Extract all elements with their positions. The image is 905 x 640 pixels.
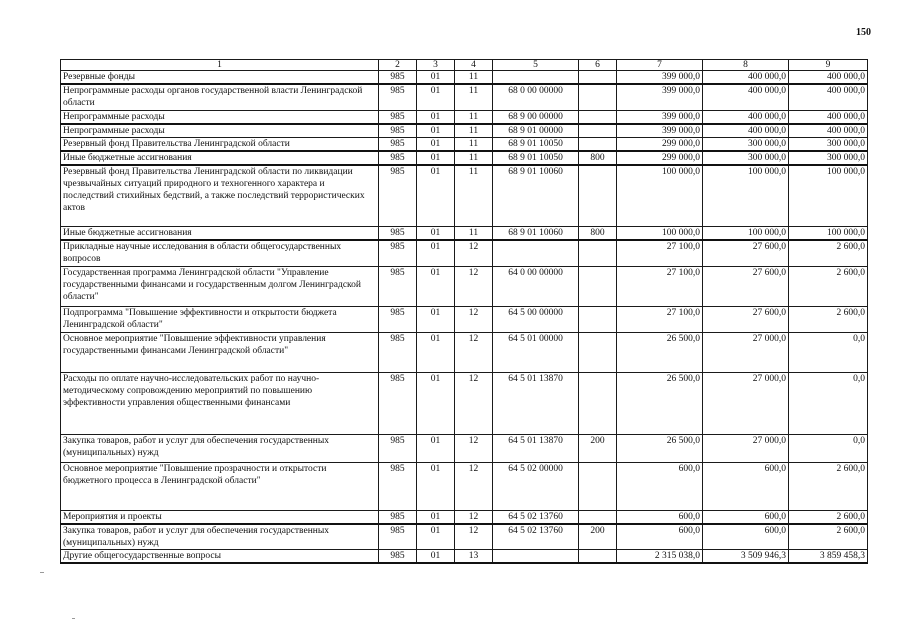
target-article-cell [493,240,579,266]
table-row [61,71,868,85]
target-article-cell: 64 5 02 00000 [493,462,579,510]
amount-year3-cell: 2 600,0 [789,462,868,510]
amount-year2-cell: 600,0 [703,462,789,510]
subsection-code-cell: 11 [455,151,493,165]
amount-year1-cell: 399 000,0 [617,84,703,110]
glava-code-cell: 985 [379,372,417,434]
amount-year2-cell: 400 000,0 [703,71,789,85]
header-cell: 9 [789,60,868,71]
glava-code-cell: 985 [379,524,417,550]
amount-year2-cell: 100 000,0 [703,227,789,241]
target-article-cell [493,550,579,564]
target-article-cell: 64 5 00 00000 [493,306,579,332]
header-cell: 3 [417,60,455,71]
glava-code-cell: 985 [379,110,417,124]
row-name-cell: Закупка товаров, работ и услуг для обеспечения государственных (муниципальных) нужд [61,524,379,550]
row-name-cell: Непрограммные расходы [61,110,379,124]
amount-year3-cell: 0,0 [789,332,868,372]
amount-year3-cell: 2 600,0 [789,240,868,266]
section-code-cell: 01 [417,266,455,306]
expense-type-cell [579,110,617,124]
amount-year1-cell: 27 100,0 [617,266,703,306]
table-row [61,227,868,241]
glava-code-cell: 985 [379,434,417,462]
amount-year3-cell: 400 000,0 [789,110,868,124]
subsection-code-cell: 12 [455,372,493,434]
table-row [61,550,868,564]
section-code-cell: 01 [417,71,455,85]
expense-type-cell [579,165,617,227]
expense-type-cell: 200 [579,434,617,462]
subsection-code-cell: 12 [455,462,493,510]
expense-type-cell [579,71,617,85]
target-article-cell: 68 9 01 00000 [493,124,579,138]
expense-type-cell [579,306,617,332]
section-code-cell: 01 [417,84,455,110]
expense-type-cell [579,332,617,372]
expense-type-cell [579,372,617,434]
subsection-code-cell: 12 [455,332,493,372]
amount-year2-cell: 27 600,0 [703,306,789,332]
amount-year3-cell: 0,0 [789,372,868,434]
amount-year2-cell: 27 600,0 [703,240,789,266]
target-article-cell: 64 5 01 13870 [493,372,579,434]
target-article-cell: 68 0 00 00000 [493,84,579,110]
amount-year1-cell: 2 315 038,0 [617,550,703,564]
subsection-code-cell: 11 [455,71,493,85]
table-row [61,510,868,524]
row-name-cell: Непрограммные расходы [61,124,379,138]
glava-code-cell: 985 [379,266,417,306]
expense-type-cell [579,124,617,138]
section-code-cell: 01 [417,524,455,550]
section-code-cell: 01 [417,462,455,510]
glava-code-cell: 985 [379,151,417,165]
header-cell: 8 [703,60,789,71]
amount-year3-cell: 400 000,0 [789,124,868,138]
glava-code-cell: 985 [379,71,417,85]
header-cell: 7 [617,60,703,71]
table-row [61,124,868,138]
subsection-code-cell: 12 [455,306,493,332]
glava-code-cell: 985 [379,462,417,510]
amount-year1-cell: 399 000,0 [617,71,703,85]
header-cell: 6 [579,60,617,71]
row-name-cell: Непрограммные расходы органов государственной власти Ленинградской области [61,84,379,110]
row-name-cell: Прикладные научные исследования в области общегосударственных вопросов [61,240,379,266]
amount-year3-cell: 400 000,0 [789,71,868,85]
amount-year1-cell: 299 000,0 [617,151,703,165]
amount-year2-cell: 3 509 946,3 [703,550,789,564]
subsection-code-cell: 12 [455,240,493,266]
header-cell: 2 [379,60,417,71]
scan-mark [40,572,44,573]
subsection-code-cell: 11 [455,124,493,138]
section-code-cell: 01 [417,227,455,241]
expense-type-cell: 800 [579,227,617,241]
amount-year1-cell: 26 500,0 [617,372,703,434]
glava-code-cell: 985 [379,165,417,227]
expense-type-cell [579,266,617,306]
section-code-cell: 01 [417,372,455,434]
amount-year1-cell: 600,0 [617,462,703,510]
row-name-cell: Иные бюджетные ассигнования [61,151,379,165]
row-name-cell: Основное мероприятие "Повышение эффективности управления государственными финансами Ленинградской области" [61,332,379,372]
glava-code-cell: 985 [379,550,417,564]
glava-code-cell: 985 [379,124,417,138]
subsection-code-cell: 11 [455,165,493,227]
section-code-cell: 01 [417,550,455,564]
amount-year2-cell: 27 600,0 [703,266,789,306]
subsection-code-cell: 12 [455,510,493,524]
subsection-code-cell: 11 [455,110,493,124]
amount-year3-cell: 2 600,0 [789,306,868,332]
table-row [61,151,868,165]
amount-year2-cell: 100 000,0 [703,165,789,227]
glava-code-cell: 985 [379,240,417,266]
table-row [61,137,868,151]
glava-code-cell: 985 [379,306,417,332]
amount-year3-cell: 0,0 [789,434,868,462]
table-header-row [61,60,868,71]
amount-year3-cell: 300 000,0 [789,137,868,151]
expense-type-cell: 800 [579,151,617,165]
amount-year1-cell: 27 100,0 [617,240,703,266]
row-name-cell: Государственная программа Ленинградской области "Управление государственными финансами и государственным долгом Ленинградской области" [61,266,379,306]
table-body [61,71,868,564]
row-name-cell: Расходы по оплате научно-исследовательских работ по научно-методическому сопровождению мероприятий по повышению эффективности управления общественными финансами [61,372,379,434]
glava-code-cell: 985 [379,227,417,241]
target-article-cell: 68 9 01 10050 [493,151,579,165]
expense-type-cell [579,462,617,510]
table-row [61,372,868,434]
amount-year2-cell: 27 000,0 [703,332,789,372]
amount-year2-cell: 600,0 [703,510,789,524]
amount-year1-cell: 26 500,0 [617,434,703,462]
amount-year3-cell: 300 000,0 [789,151,868,165]
amount-year1-cell: 399 000,0 [617,110,703,124]
target-article-cell [493,71,579,85]
amount-year3-cell: 3 859 458,3 [789,550,868,564]
amount-year1-cell: 100 000,0 [617,227,703,241]
row-name-cell: Закупка товаров, работ и услуг для обеспечения государственных (муниципальных) нужд [61,434,379,462]
section-code-cell: 01 [417,332,455,372]
target-article-cell: 68 9 01 10060 [493,165,579,227]
subsection-code-cell: 13 [455,550,493,564]
subsection-code-cell: 12 [455,524,493,550]
table-row [61,165,868,227]
amount-year1-cell: 399 000,0 [617,124,703,138]
amount-year3-cell: 100 000,0 [789,165,868,227]
section-code-cell: 01 [417,124,455,138]
amount-year1-cell: 100 000,0 [617,165,703,227]
row-name-cell: Резервный фонд Правительства Ленинградской области [61,137,379,151]
amount-year3-cell: 2 600,0 [789,510,868,524]
expense-type-cell [579,240,617,266]
amount-year1-cell: 600,0 [617,524,703,550]
section-code-cell: 01 [417,240,455,266]
expense-type-cell: 200 [579,524,617,550]
glava-code-cell: 985 [379,84,417,110]
glava-code-cell: 985 [379,332,417,372]
subsection-code-cell: 11 [455,84,493,110]
amount-year3-cell: 2 600,0 [789,524,868,550]
table-row [61,434,868,462]
amount-year1-cell: 299 000,0 [617,137,703,151]
target-article-cell: 68 9 00 00000 [493,110,579,124]
header-cell: 1 [61,60,379,71]
amount-year1-cell: 26 500,0 [617,332,703,372]
amount-year3-cell: 400 000,0 [789,84,868,110]
expense-type-cell [579,137,617,151]
row-name-cell: Иные бюджетные ассигнования [61,227,379,241]
target-article-cell: 64 5 01 00000 [493,332,579,372]
expense-type-cell [579,84,617,110]
amount-year3-cell: 2 600,0 [789,266,868,306]
section-code-cell: 01 [417,137,455,151]
table-row [61,462,868,510]
amount-year3-cell: 100 000,0 [789,227,868,241]
table-row [61,84,868,110]
target-article-cell: 68 9 01 10060 [493,227,579,241]
subsection-code-cell: 12 [455,434,493,462]
row-name-cell: Резервные фонды [61,71,379,85]
table-row [61,266,868,306]
section-code-cell: 01 [417,434,455,462]
row-name-cell: Мероприятия и проекты [61,510,379,524]
subsection-code-cell: 11 [455,137,493,151]
target-article-cell: 64 5 02 13760 [493,510,579,524]
target-article-cell: 64 5 01 13870 [493,434,579,462]
budget-table [60,59,868,564]
section-code-cell: 01 [417,165,455,227]
section-code-cell: 01 [417,306,455,332]
header-cell: 5 [493,60,579,71]
subsection-code-cell: 11 [455,227,493,241]
amount-year2-cell: 400 000,0 [703,110,789,124]
row-name-cell: Подпрограмма "Повышение эффективности и открытости бюджета Ленинградской области" [61,306,379,332]
page-number: 150 [856,27,871,38]
amount-year2-cell: 400 000,0 [703,124,789,138]
scan-mark [72,618,75,619]
section-code-cell: 01 [417,151,455,165]
amount-year2-cell: 600,0 [703,524,789,550]
section-code-cell: 01 [417,510,455,524]
table-row [61,332,868,372]
amount-year2-cell: 300 000,0 [703,137,789,151]
header-cell: 4 [455,60,493,71]
amount-year2-cell: 400 000,0 [703,84,789,110]
subsection-code-cell: 12 [455,266,493,306]
target-article-cell: 64 0 00 00000 [493,266,579,306]
section-code-cell: 01 [417,110,455,124]
amount-year1-cell: 27 100,0 [617,306,703,332]
amount-year1-cell: 600,0 [617,510,703,524]
table-row [61,524,868,550]
expense-type-cell [579,550,617,564]
table-row [61,110,868,124]
table-row [61,306,868,332]
glava-code-cell: 985 [379,137,417,151]
glava-code-cell: 985 [379,510,417,524]
amount-year2-cell: 300 000,0 [703,151,789,165]
row-name-cell: Основное мероприятие "Повышение прозрачности и открытости бюджетного процесса в Ленинградской области" [61,462,379,510]
target-article-cell: 68 9 01 10050 [493,137,579,151]
row-name-cell: Другие общегосударственные вопросы [61,550,379,564]
expense-type-cell [579,510,617,524]
row-name-cell: Резервный фонд Правительства Ленинградской области по ликвидации чрезвычайных ситуаций природного и техногенного характера и последствий стихийных бедствий, а также последствий террористических актов [61,165,379,227]
table-row [61,240,868,266]
target-article-cell: 64 5 02 13760 [493,524,579,550]
amount-year2-cell: 27 000,0 [703,434,789,462]
amount-year2-cell: 27 000,0 [703,372,789,434]
